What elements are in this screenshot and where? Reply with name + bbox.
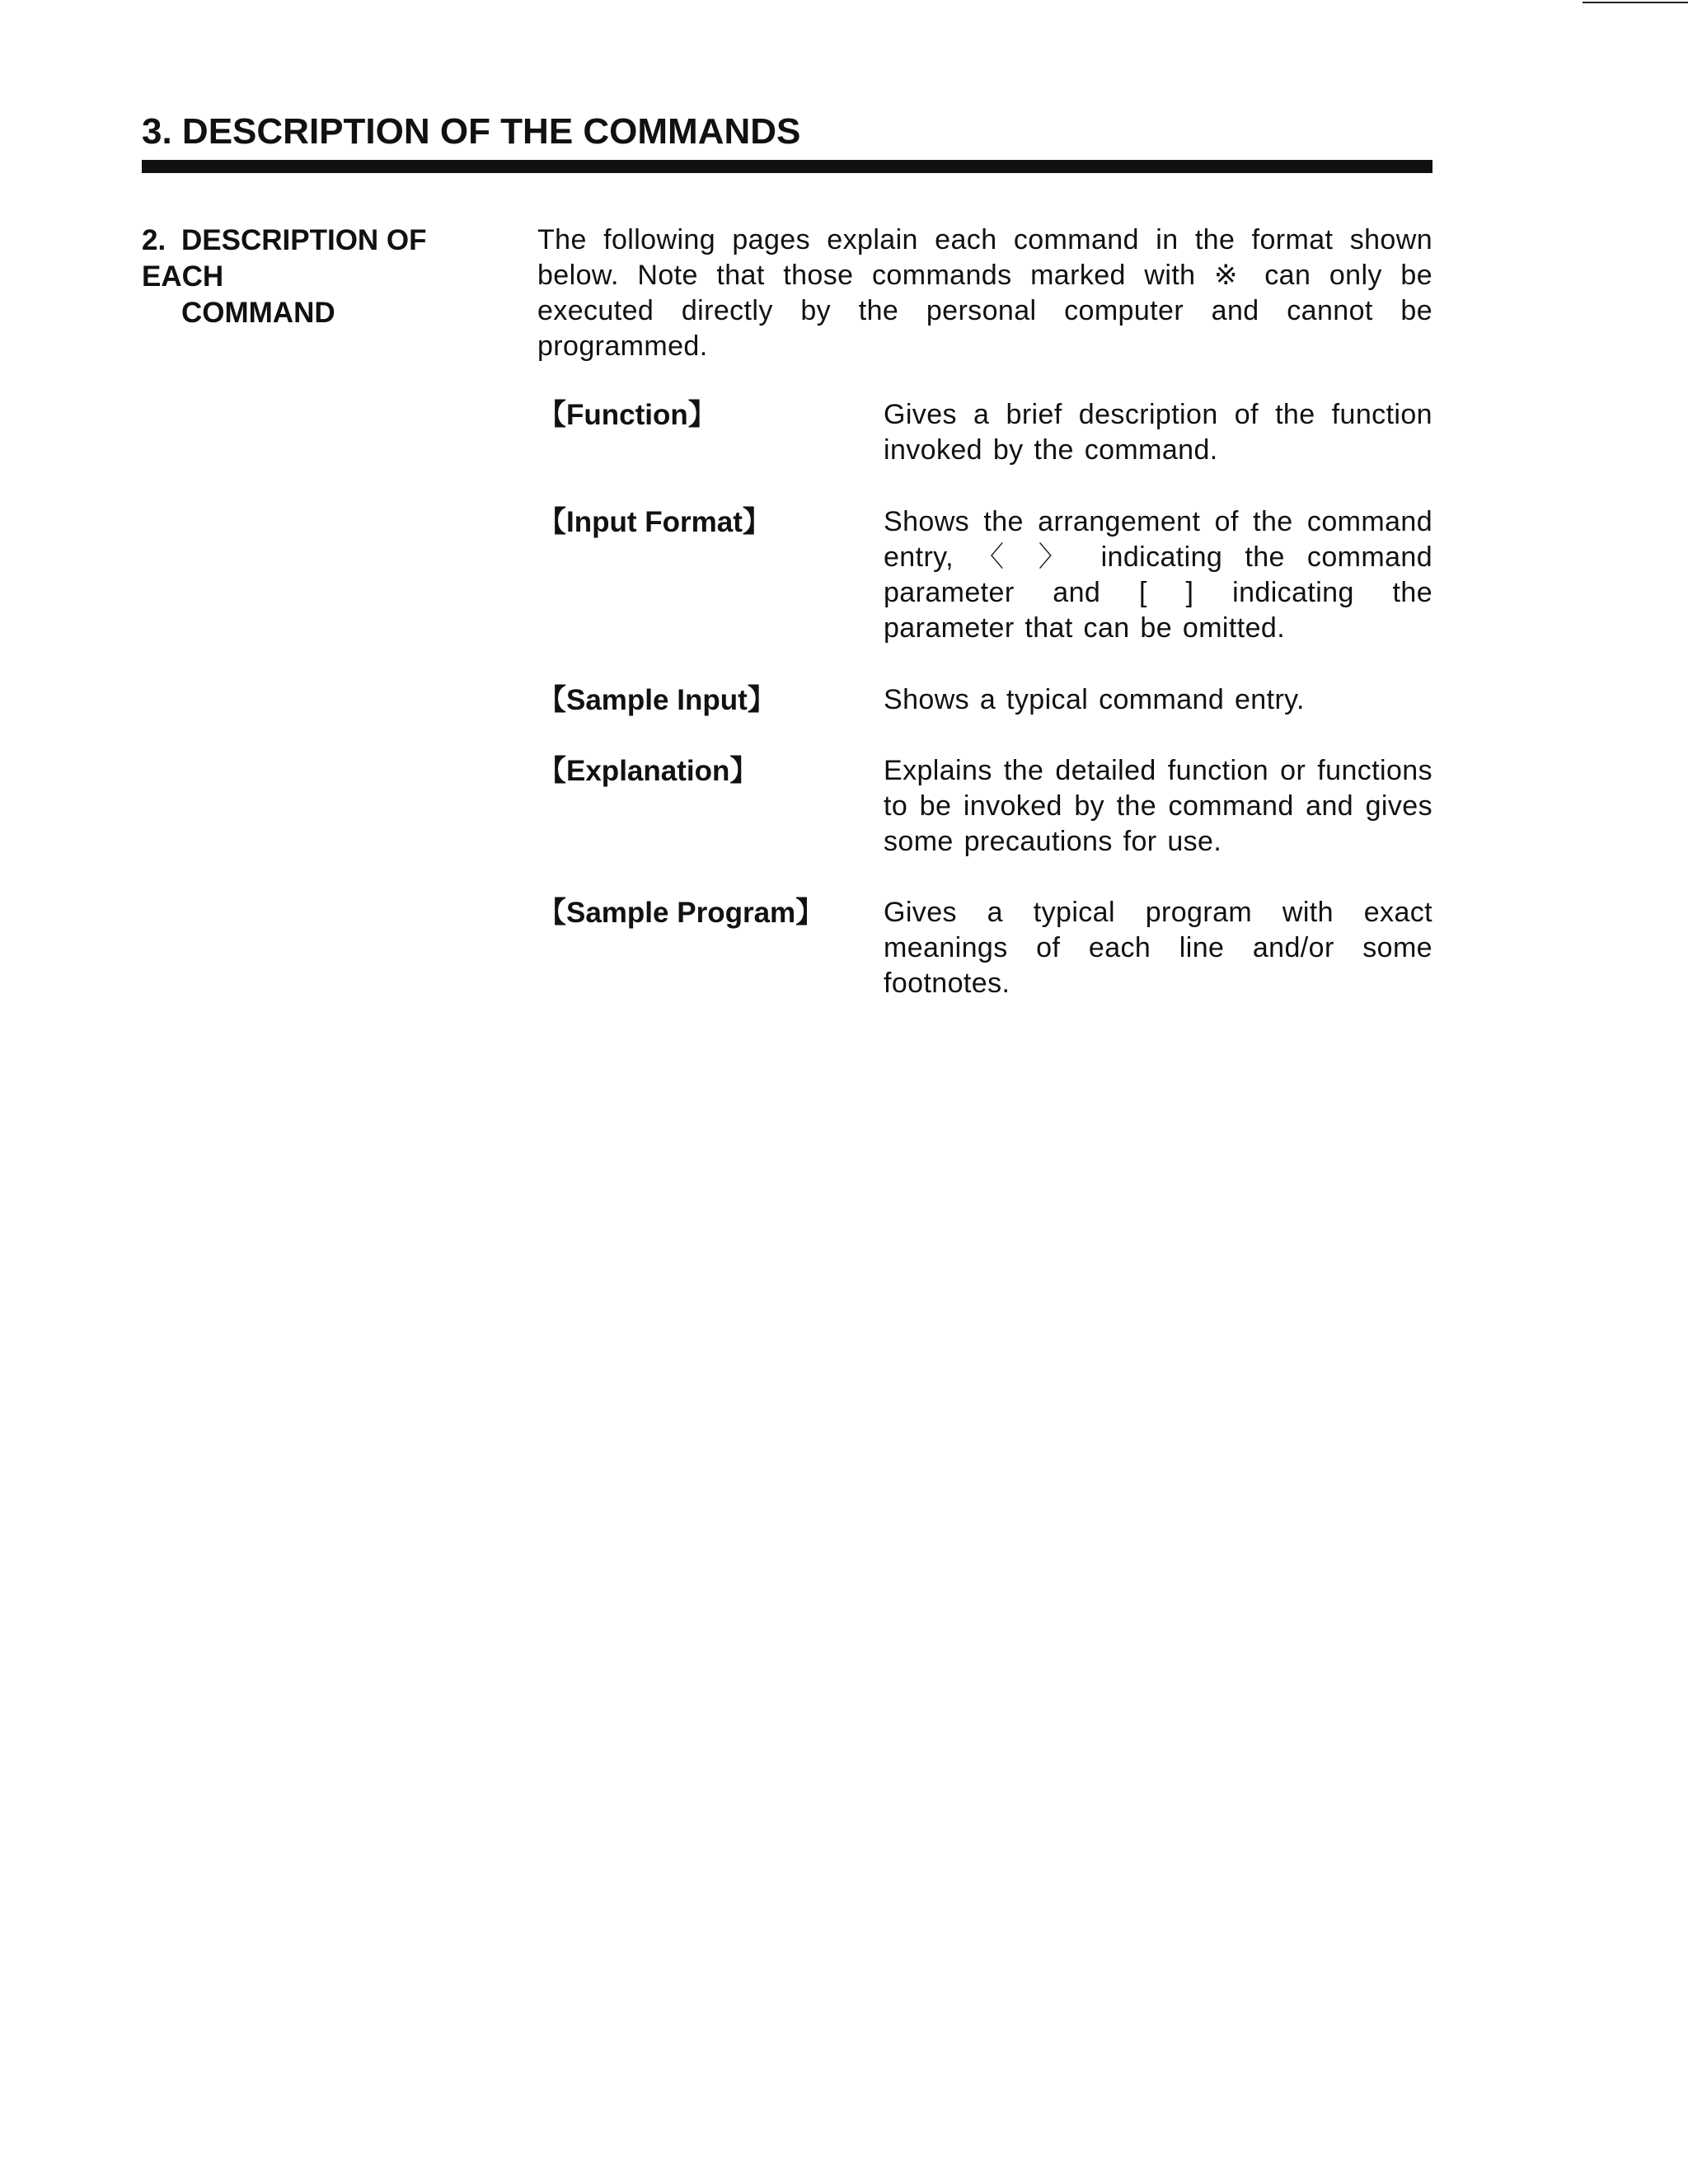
section-heading [142,223,513,331]
section-intro: The following pages explain each command in the format shown below. Note that those commands marked with ※ can only be executed directly by the personal computer and cannot be programmed. [537,224,1432,362]
field-description: Gives a typical program with exact meanings of each line and/or some footnotes. [884,897,1432,999]
field-label: 【Input Format】 [537,504,882,540]
field-label: 【Sample Program】 [537,895,882,930]
section-heading-line1: DESCRIPTION OF EACH [142,224,427,293]
field-description: Shows a typical command entry. [884,684,1305,715]
field-description: Gives a brief description of the function invoked by the command. [884,399,1432,466]
section-heading-line2: COMMAND [181,297,335,329]
section-number: 2. [142,224,166,256]
page-title: 3. DESCRIPTION OF THE COMMANDS [142,111,801,152]
title-rule [142,160,1432,173]
field-label: 【Sample Input】 [537,682,882,718]
field-description: Shows the arrangement of the command entry, 〈 〉 indicating the command parameter and [ ] indicating the parameter that can be omitted. [884,506,1432,644]
field-description: Explains the detailed function or functions to be invoked by the command and gives some precautions for use. [884,755,1432,857]
corner-rule [1582,2,1688,3]
field-label: 【Function】 [537,397,882,433]
field-label: 【Explanation】 [537,753,882,789]
page-header [142,107,1432,173]
